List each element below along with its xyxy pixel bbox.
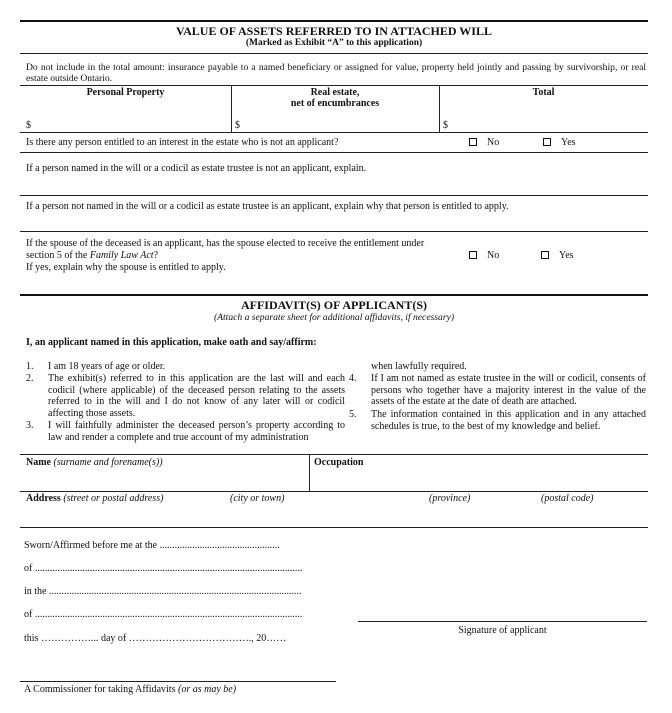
- col-total: Total: [532, 87, 555, 98]
- affidavit-item-5: [349, 409, 646, 433]
- address-hint: (street or postal address): [63, 493, 164, 504]
- personal-property-value[interactable]: $: [26, 120, 31, 131]
- item-text: I will faithfully administer the deceased person’s property according to law and render a complete and true account of my administration: [48, 420, 345, 443]
- q1-rule: [20, 152, 648, 153]
- signature-line[interactable]: [358, 621, 647, 622]
- q1-no-label: No: [487, 137, 500, 148]
- assets-table-bottom: [20, 132, 648, 133]
- sworn-of-line-2[interactable]: of ...........................................................................................................: [24, 609, 303, 620]
- assets-subtitle: (Marked as Exhibit “A” to this application): [245, 38, 423, 48]
- q4-no-checkbox[interactable]: [469, 251, 477, 259]
- name-bottom-rule: [20, 491, 648, 492]
- item-number: 3.: [26, 420, 34, 431]
- q4-yes-checkbox[interactable]: [541, 251, 549, 259]
- q4-no-label: No: [487, 250, 500, 261]
- commissioner-signature-line[interactable]: [20, 681, 336, 682]
- name-hint: (surname and forename(s)): [53, 457, 163, 468]
- commissioner-label: [24, 684, 236, 695]
- affidavit-item-3: [26, 420, 345, 444]
- question-spouse-line1: If the spouse of the deceased is an applicant, has the spouse elected to receive the entitlement under: [26, 238, 425, 249]
- affidavit-intro: I, an applicant named in this application, make oath and say/affirm:: [26, 337, 317, 348]
- item-text: The information contained in this application and in any attached schedules is true, to the best of my knowledge and belief.: [371, 409, 646, 432]
- assets-title-rule: [20, 53, 648, 54]
- q4-no-option[interactable]: [469, 250, 499, 261]
- affidavit-item-4: [349, 373, 646, 408]
- item-number: 1.: [26, 361, 34, 372]
- q1-yes-label: Yes: [561, 137, 576, 148]
- commissioner-hint: (or as may be): [177, 684, 237, 695]
- section-divider: [20, 294, 648, 296]
- assets-instruction: Do not include in the total amount: insurance payable to a named beneficiary or assigned for value, property held jointly and passing by survivorship, or real estate outside Ontario.: [26, 62, 646, 84]
- col-real-estate-line1: Real estate,: [310, 87, 360, 98]
- q1-no-checkbox[interactable]: [469, 138, 477, 146]
- commissioner-text: A Commissioner for taking Affidavits: [24, 684, 178, 695]
- signature-label: Signature of applicant: [458, 625, 547, 636]
- q4-text-a: section 5 of the: [26, 250, 90, 261]
- q1-yes-checkbox[interactable]: [543, 138, 551, 146]
- col-real-estate-line2: net of encumbrances: [290, 98, 380, 109]
- address-field[interactable]: [26, 493, 163, 504]
- address-label: Address: [26, 493, 61, 504]
- postal-code-hint: (postal code): [541, 493, 594, 504]
- q4-yes-option[interactable]: [541, 250, 574, 261]
- sworn-of-line-1[interactable]: of ...........................................................................................................: [24, 563, 303, 574]
- q4-yes-label: Yes: [559, 250, 574, 261]
- name-occupation-divider: [309, 454, 310, 491]
- province-hint: (province): [429, 493, 471, 504]
- name-field[interactable]: [26, 457, 163, 468]
- col-personal-property: Personal Property: [86, 87, 165, 98]
- assets-table-top: [20, 85, 648, 86]
- q3-rule: [20, 231, 648, 232]
- city-hint: (city or town): [230, 493, 285, 504]
- top-rule: [20, 20, 648, 22]
- affidavit-subtitle: (Attach a separate sheet for additional affidavits, if necessary): [213, 312, 455, 323]
- sworn-date-line[interactable]: this ……………... day of ………………………………., 20……: [24, 633, 287, 644]
- assets-title: VALUE OF ASSETS REFERRED TO IN ATTACHED WILL: [176, 24, 492, 38]
- address-bottom-rule: [20, 527, 648, 528]
- item-text: The exhibit(s) referred to in this application are the last will and each codicil (where applicable) of the deceased person relating to the assets referred to in the will and I do not know of any later will or codicil affecting those assets.: [48, 373, 345, 419]
- name-label: Name: [26, 457, 51, 468]
- affidavit-title: AFFIDAVIT(S) OF APPLICANT(S): [240, 298, 427, 312]
- affidavit-item-1: [26, 361, 345, 373]
- sworn-in-the-line[interactable]: in the .....................................................................................................: [24, 586, 302, 597]
- occupation-field[interactable]: Occupation: [314, 457, 364, 468]
- q1-yes-option[interactable]: [543, 137, 576, 148]
- question-other-person-entitled: Is there any person entitled to an interest in the estate who is not an applicant?: [26, 137, 339, 148]
- affidavit-item-2: [26, 373, 345, 420]
- question-spouse-line2: [26, 250, 158, 261]
- q1-no-option[interactable]: [469, 137, 499, 148]
- real-estate-value[interactable]: $: [235, 120, 240, 131]
- item-number: 4.: [349, 373, 357, 384]
- family-law-act: Family Law Act: [89, 250, 154, 261]
- total-value[interactable]: $: [443, 120, 448, 131]
- question-trustee-not-applicant: If a person named in the will or a codicil as estate trustee is not an applicant, explain.: [26, 163, 367, 174]
- question-spouse-line3: If yes, explain why the spouse is entitled to apply.: [26, 262, 226, 273]
- item-number: 2.: [26, 373, 34, 384]
- name-top-rule: [20, 454, 648, 455]
- affidavit-item-3-continued: when lawfully required.: [371, 361, 467, 372]
- item-text: I am 18 years of age or older.: [48, 361, 166, 372]
- q2-rule: [20, 195, 648, 196]
- question-non-trustee-applicant: If a person not named in the will or a codicil as estate trustee is an applicant, explain why that person is entitled to apply.: [26, 201, 509, 212]
- q4-text-c: ?: [153, 250, 159, 261]
- sworn-at-line[interactable]: Sworn/Affirmed before me at the ................................................: [24, 540, 280, 551]
- item-text: If I am not named as estate trustee in the will or codicil, consents of persons who together have a majority interest in the value of the assets of the estate at the date of death are attached.: [371, 373, 646, 407]
- item-number: 5.: [349, 409, 357, 420]
